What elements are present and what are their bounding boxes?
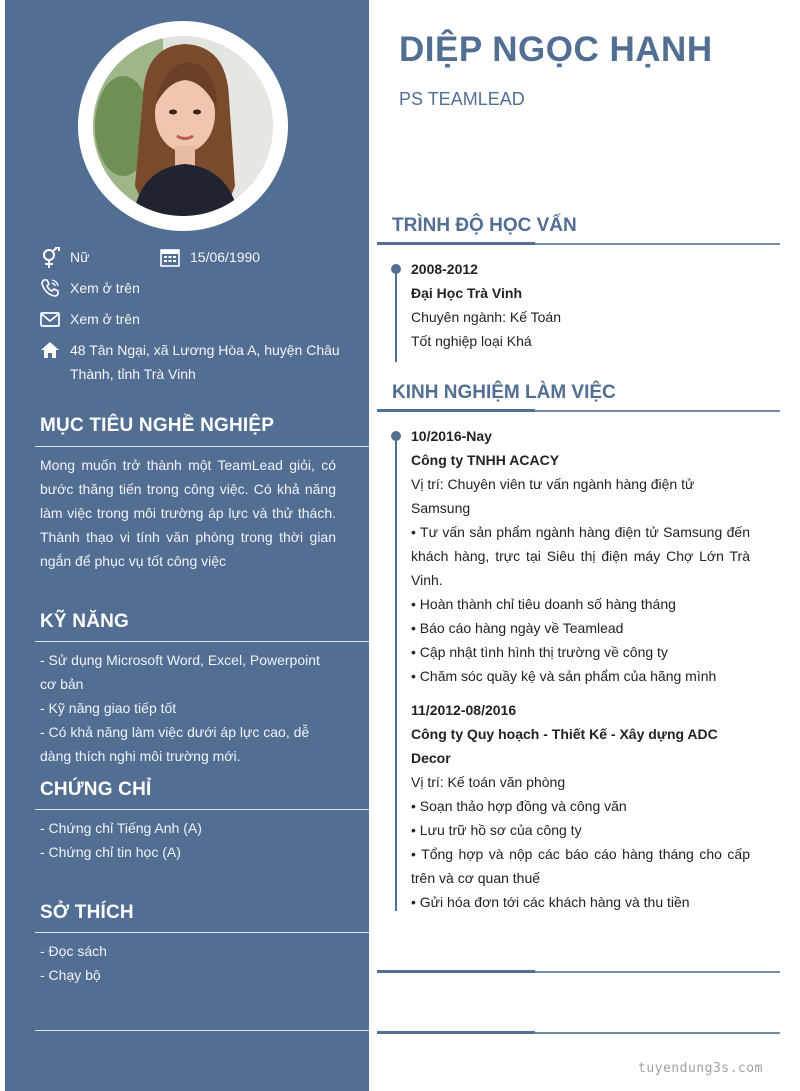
- job-entry: [411, 698, 750, 914]
- job-period: 10/2016-Nay: [411, 428, 492, 444]
- certificates-heading: CHỨNG CHỈ: [40, 779, 152, 800]
- education-entry: [411, 257, 750, 353]
- list-item: - Đọc sách: [40, 943, 107, 959]
- gender-icon: [40, 247, 60, 267]
- sidebar-bottom-divider: [35, 1030, 369, 1031]
- certificates-divider: [35, 809, 369, 810]
- education-result: Tốt nghiệp loại Khá: [411, 333, 532, 349]
- experience-divider: [377, 410, 780, 412]
- candidate-title: PS TEAMLEAD: [399, 89, 525, 109]
- skills-divider: [35, 641, 369, 642]
- avatar: [93, 36, 273, 216]
- hobbies-divider: [35, 932, 369, 933]
- phone-value: Xem ở trên: [70, 280, 140, 296]
- list-item: - Chạy bộ: [40, 967, 101, 983]
- objective-text: Mong muốn trở thành một TeamLead giỏi, có bước thăng tiến trong công việc. Có khả năng làm việc trong môi trường áp lực và thử thách. Thành thạo vi tính văn phòng trong thời gian ngắn để phục vụ tốt công việc: [40, 457, 336, 569]
- objective-heading: MỤC TIÊU NGHỀ NGHIỆP: [40, 415, 275, 436]
- job-duty: • Tổng hợp và nộp các báo cáo hàng tháng cho cấp trên và cơ quan thuế: [411, 846, 750, 886]
- education-school: Đại Học Trà Vinh: [411, 285, 522, 301]
- job-duty: • Hoàn thành chỉ tiêu doanh số hàng tháng: [411, 596, 676, 612]
- skills-heading: KỸ NĂNG: [40, 611, 130, 632]
- skills-list: [40, 648, 336, 768]
- calendar-icon: [160, 247, 180, 267]
- timeline-dot: [391, 431, 401, 441]
- timeline-dot: [391, 264, 401, 274]
- email-value: Xem ở trên: [70, 311, 140, 327]
- job-period: 11/2012-08/2016: [411, 702, 517, 718]
- job-duty: • Chăm sóc quầy kệ và sản phẩm của hãng mình: [411, 668, 717, 684]
- empty-section-divider: [377, 971, 780, 973]
- experience-heading: KINH NGHIỆM LÀM VIỆC: [392, 382, 616, 403]
- job-duty: • Soạn thảo hợp đồng và công văn: [411, 798, 627, 814]
- education-divider: [377, 243, 780, 245]
- education-period: 2008-2012: [411, 261, 478, 277]
- mail-icon: [40, 309, 60, 329]
- empty-section-divider: [377, 1032, 780, 1034]
- job-position: Vị trí: Kế toán văn phòng: [411, 774, 566, 790]
- phone-icon: [40, 278, 60, 298]
- hobbies-heading: SỞ THÍCH: [40, 902, 134, 923]
- education-major: Chuyên ngành: Kế Toán: [411, 309, 561, 325]
- birthday-value: 15/06/1990: [190, 249, 261, 265]
- candidate-name: DIỆP NGỌC HẠNH: [399, 30, 713, 69]
- job-duty: • Cập nhật tình hình thị trường về công ty: [411, 644, 668, 660]
- list-item: - Có khả năng làm việc dưới áp lực cao, dễ dàng thích nghi môi trường mới.: [40, 724, 310, 764]
- job-position: Vị trí: Chuyên viên tư vấn ngành hàng điện tử Samsung: [411, 476, 695, 516]
- education-timeline: [395, 269, 397, 362]
- hobbies-list: [40, 939, 336, 987]
- list-item: - Sử dụng Microsoft Word, Excel, Powerpoint cơ bản: [40, 652, 320, 692]
- home-icon: [40, 340, 60, 360]
- gender-value: Nữ: [70, 249, 90, 265]
- job-company: Công ty TNHH ACACY: [411, 452, 560, 468]
- certificates-list: [40, 816, 336, 864]
- list-item: - Chứng chỉ Tiếng Anh (A): [40, 820, 202, 836]
- watermark: tuyendung3s.com: [638, 1061, 763, 1076]
- list-item: - Chứng chỉ tin học (A): [40, 844, 181, 860]
- address-value: 48 Tân Ngại, xã Lương Hòa A, huyện Châu Thành, tỉnh Trà Vinh: [70, 342, 340, 382]
- objective-divider: [35, 446, 369, 447]
- job-company: Công ty Quy hoạch - Thiết Kế - Xây dựng ADC Decor: [411, 726, 718, 766]
- experience-timeline: [395, 436, 397, 911]
- job-duty: • Gửi hóa đơn tới các khách hàng và thu tiền: [411, 894, 690, 910]
- job-entry: [411, 424, 750, 688]
- job-duty: • Tư vấn sản phẩm ngành hàng điện tử Samsung đến khách hàng, trực tại Siêu thị điện máy Chợ Lớn Trà Vinh.: [411, 524, 750, 588]
- job-duty: • Lưu trữ hồ sơ của công ty: [411, 822, 582, 838]
- job-duty: • Báo cáo hàng ngày về Teamlead: [411, 620, 624, 636]
- list-item: - Kỹ năng giao tiếp tốt: [40, 700, 177, 716]
- education-heading: TRÌNH ĐỘ HỌC VẤN: [392, 215, 577, 236]
